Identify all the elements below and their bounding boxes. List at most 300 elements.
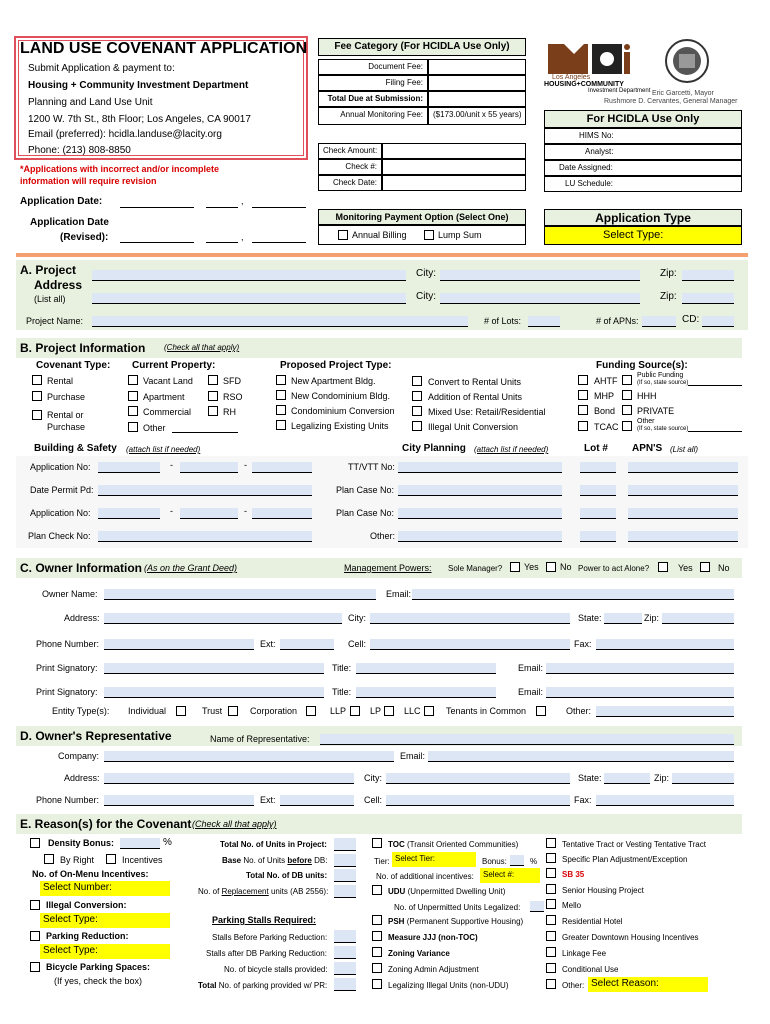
owner-city-field[interactable]	[370, 613, 570, 624]
print-sig-field-1[interactable]	[104, 663, 324, 674]
owner-fax-label: Fax:	[574, 639, 592, 649]
psh-label: PSH (Permanent Supportive Housing)	[388, 917, 524, 926]
parking-required-label: Parking Stalls Required:	[212, 915, 317, 925]
by-right-checkbox[interactable]	[44, 854, 54, 864]
app-date-rev-field-1[interactable]	[120, 242, 194, 243]
lots-label: # of Lots:	[484, 316, 522, 326]
plan-case-field-1[interactable]	[398, 485, 562, 496]
title-field-2[interactable]	[356, 687, 496, 698]
total-db-field[interactable]	[334, 869, 356, 882]
vacant-land-checkbox[interactable]	[128, 375, 138, 385]
other-field[interactable]	[398, 531, 562, 542]
apartment-checkbox[interactable]	[128, 391, 138, 401]
zv-label: Zoning Variance	[388, 949, 450, 958]
private-checkbox[interactable]	[622, 405, 632, 415]
total-parking-label: Total No. of parking provided w/ PR:	[198, 981, 328, 990]
owner-phone-field[interactable]	[104, 639, 254, 650]
owner-city-label: City:	[348, 613, 366, 623]
select-tier-dropdown[interactable]: Select Tier:	[392, 852, 476, 867]
select-number-dropdown[interactable]: Select Number:	[40, 881, 170, 896]
section-e-check-all: (Check all that apply)	[192, 819, 277, 829]
project-address-1[interactable]	[92, 270, 406, 281]
city-planning-note: (attach list if needed)	[474, 445, 549, 454]
za-checkbox[interactable]	[372, 963, 382, 973]
section-e-header	[16, 814, 742, 834]
legalizing-existing-checkbox[interactable]	[276, 420, 286, 430]
city-field-2[interactable]	[440, 293, 640, 304]
mello-label: Mello	[562, 901, 582, 910]
general-manager: Rushmore D. Cervantes, General Manager	[604, 98, 738, 105]
other-funding-field[interactable]	[688, 431, 742, 432]
sole-manager-label: Sole Manager?	[448, 564, 503, 573]
lump-sum-label: Lump Sum	[438, 230, 482, 240]
ahtf-label: AHTF	[594, 376, 618, 386]
lu-schedule-label: LU Schedule:	[544, 176, 742, 192]
logo-name-3: Investment Department	[588, 88, 651, 94]
stalls-before-field[interactable]	[334, 930, 356, 943]
plan-case-field-2[interactable]	[398, 508, 562, 519]
new-apartment-checkbox[interactable]	[276, 375, 286, 385]
owner-address-field[interactable]	[104, 613, 342, 624]
sole-no-label: No	[560, 562, 572, 572]
entity-lp-label: LP	[370, 706, 382, 716]
commercial-checkbox[interactable]	[128, 406, 138, 416]
lump-sum-checkbox[interactable]	[424, 230, 434, 240]
zip-field-2[interactable]	[682, 293, 734, 304]
incentives-checkbox[interactable]	[106, 854, 116, 864]
entity-other-field[interactable]	[596, 706, 734, 717]
sfd-checkbox[interactable]	[208, 375, 218, 385]
rh-label: RH	[223, 407, 236, 417]
bonus-field[interactable]	[510, 855, 524, 866]
tier-label: Tier:	[374, 857, 390, 866]
name-rep-field[interactable]	[320, 734, 734, 745]
owner-cell-field[interactable]	[370, 639, 570, 650]
section-c-note: (As on the Grant Deed)	[144, 563, 238, 573]
comma-2: ,	[241, 232, 244, 242]
tcac-checkbox[interactable]	[578, 421, 588, 431]
entity-individual-checkbox[interactable]	[176, 706, 186, 716]
ttvtt-label: TT/VTT No:	[348, 462, 395, 472]
condo-conversion-label: Condominium Conversion	[291, 406, 395, 416]
density-pct: %	[163, 837, 172, 848]
app-date-rev-label-2: (Revised):	[60, 232, 109, 243]
dash-2: -	[244, 460, 247, 470]
base-units-field[interactable]	[334, 854, 356, 867]
warning-text: *Applications with incorrect and/or incomplete information will require revision	[20, 164, 220, 186]
rental-or-label: Rental or	[47, 410, 84, 420]
app-no-label-2: Application No:	[30, 508, 91, 518]
entity-llp-checkbox[interactable]	[350, 706, 360, 716]
jjj-label: Measure JJJ (non-TOC)	[388, 933, 478, 942]
annual-fee-value: ($173.00/unit x 55 years)	[428, 107, 526, 125]
app-date-field-2[interactable]	[206, 207, 238, 208]
mgmt-powers-label: Management Powers:	[344, 563, 432, 573]
logo-name-2: HOUSING+COMMUNITY	[544, 81, 624, 88]
bond-label: Bond	[594, 406, 616, 416]
plan-check-label: Plan Check No:	[28, 531, 91, 541]
parking-reduction-checkbox[interactable]	[30, 931, 40, 941]
density-bonus-checkbox[interactable]	[30, 838, 40, 848]
apns-col-label: APN'S	[632, 443, 663, 454]
title-label-1: Title:	[332, 663, 352, 673]
apn-field-4[interactable]	[628, 531, 738, 542]
rep-fax-field[interactable]	[596, 795, 734, 806]
ttvtt-field[interactable]	[398, 462, 562, 473]
rh-checkbox[interactable]	[208, 406, 218, 416]
toc-checkbox[interactable]	[372, 838, 382, 848]
owner-state-field[interactable]	[604, 613, 642, 624]
rental-checkbox[interactable]	[32, 375, 42, 385]
stalls-after-field[interactable]	[334, 946, 356, 959]
downtown-incentives-label: Greater Downtown Housing Incentives	[562, 933, 699, 942]
check-date-field[interactable]	[382, 175, 526, 191]
check-amount-field[interactable]	[382, 143, 526, 159]
power-no-label: No	[718, 563, 730, 573]
public-funding-checkbox[interactable]	[622, 375, 632, 385]
monitoring-options	[318, 225, 526, 245]
downtown-incentives-checkbox[interactable]	[546, 931, 556, 941]
other-funding-label: Other	[637, 418, 655, 425]
apns-field[interactable]	[642, 316, 676, 327]
new-condo-label: New Condominium Bldg.	[291, 391, 391, 401]
power-yes-label: Yes	[678, 563, 693, 573]
date-permit-label: Date Permit Pd:	[30, 485, 94, 495]
print-sig-field-2[interactable]	[104, 687, 324, 698]
new-apartment-label: New Apartment Bldg.	[291, 376, 376, 386]
app-date-field-3[interactable]	[252, 207, 306, 208]
entity-tic-label: Tenants in Common	[446, 706, 527, 716]
zv-checkbox[interactable]	[372, 947, 382, 957]
rep-ext-field[interactable]	[280, 795, 354, 806]
owner-state-label: State:	[578, 613, 602, 623]
owner-name-label: Owner Name:	[42, 589, 98, 599]
check-no-field[interactable]	[382, 159, 526, 175]
za-label: Zoning Admin Adjustment	[388, 965, 479, 974]
app-type-select[interactable]	[544, 226, 742, 245]
psh-checkbox[interactable]	[372, 915, 382, 925]
purchase-checkbox[interactable]	[32, 391, 42, 401]
rso-checkbox[interactable]	[208, 391, 218, 401]
entity-type-label: Entity Type(s):	[52, 706, 110, 716]
entity-trust-label: Trust	[202, 706, 223, 716]
bond-checkbox[interactable]	[578, 405, 588, 415]
specific-plan-label: Specific Plan Adjustment/Exception	[562, 855, 688, 864]
total-due-field[interactable]	[428, 91, 526, 107]
base-units-label: Base No. of Units before DB:	[222, 856, 328, 865]
app-date-label: Application Date:	[20, 196, 103, 207]
hcidla-title: For HCIDLA Use Only	[544, 110, 742, 128]
rep-address-field[interactable]	[104, 773, 354, 784]
lot-field-3[interactable]	[580, 508, 616, 519]
section-d-title: D. Owner's Representative	[20, 729, 172, 743]
entity-other-label: Other:	[566, 706, 592, 716]
section-e-title: E. Reason(s) for the Covenant	[20, 817, 192, 831]
apn-field-3[interactable]	[628, 508, 738, 519]
jjj-checkbox[interactable]	[372, 931, 382, 941]
linkage-fee-label: Linkage Fee	[562, 949, 607, 958]
city-label-2: City:	[416, 291, 436, 302]
public-funding-field[interactable]	[688, 385, 742, 386]
plan-check-field[interactable]	[98, 531, 312, 542]
company-field[interactable]	[104, 751, 394, 762]
print-sig-label-1: Print Signatory:	[36, 663, 98, 673]
owner-zip-field[interactable]	[662, 613, 734, 624]
sig-email-field-1[interactable]	[546, 663, 734, 674]
check-amount-label: Check Amount:	[318, 143, 382, 159]
owner-email-field[interactable]	[412, 589, 734, 600]
building-safety-note: (attach list if needed)	[126, 445, 201, 454]
apns-col-note: (List all)	[670, 445, 699, 454]
section-c-header	[16, 558, 742, 578]
illegal-unit-checkbox[interactable]	[412, 421, 422, 431]
addl-incentives-label: No. of additional incentives:	[376, 872, 474, 881]
entity-individual-label: Individual	[128, 706, 167, 716]
lot-field-2[interactable]	[580, 485, 616, 496]
rep-state-label: State:	[578, 773, 602, 783]
title-field-1[interactable]	[356, 663, 496, 674]
senior-housing-label: Senior Housing Project	[562, 886, 644, 895]
ahtf-checkbox[interactable]	[578, 375, 588, 385]
total-units-label: Total No. of Units in Project:	[220, 840, 327, 849]
residential-hotel-label: Residential Hotel	[562, 917, 623, 926]
app-date-rev-field-3[interactable]	[252, 242, 306, 243]
other-property-label: Other	[143, 423, 166, 433]
comma-1: ,	[241, 196, 244, 206]
page-title: LAND USE COVENANT APPLICATION	[20, 40, 308, 57]
dash-1: -	[170, 460, 173, 470]
covenant-type-label: Covenant Type:	[36, 360, 111, 371]
total-due-label: Total Due at Submission:	[318, 91, 428, 107]
other-reason-label: Other:	[562, 981, 585, 990]
dash-4: -	[244, 506, 247, 516]
owner-address-label: Address:	[64, 613, 100, 623]
bicycle-parking-label: Bicycle Parking Spaces:	[46, 962, 151, 972]
entity-llc-checkbox[interactable]	[424, 706, 434, 716]
sole-yes-checkbox[interactable]	[510, 562, 520, 572]
owner-cell-label: Cell:	[348, 639, 367, 649]
sig-email-label-2: Email:	[518, 687, 544, 697]
city-planning-label: City Planning	[402, 443, 466, 454]
bonus-pct: %	[530, 857, 538, 866]
rental-label: Rental	[47, 376, 74, 386]
annual-billing-checkbox[interactable]	[338, 230, 348, 240]
dash-3: -	[170, 506, 173, 516]
linkage-fee-checkbox[interactable]	[546, 947, 556, 957]
conditional-use-label: Conditional Use	[562, 965, 619, 974]
other-reason-checkbox[interactable]	[546, 979, 556, 989]
title-label-2: Title:	[332, 687, 352, 697]
apn-field-2[interactable]	[628, 485, 738, 496]
owner-zip-label: Zip:	[644, 613, 660, 623]
sole-no-checkbox[interactable]	[546, 562, 556, 572]
owner-ext-label: Ext:	[260, 639, 276, 649]
app-no-field-2a[interactable]	[98, 508, 160, 519]
mayor: Eric Garcetti, Mayor	[652, 90, 714, 97]
purchase-label: Purchase	[47, 392, 86, 402]
mixed-use-checkbox[interactable]	[412, 406, 422, 416]
other-property-field[interactable]	[172, 432, 238, 433]
sole-yes-label: Yes	[524, 562, 539, 572]
owner-phone-label: Phone Number:	[36, 639, 100, 649]
senior-housing-checkbox[interactable]	[546, 884, 556, 894]
company-label: Company:	[58, 751, 100, 761]
rep-phone-field[interactable]	[104, 795, 254, 806]
dept-address: 1200 W. 7th St., 8th Floor; Los Angeles, CA 90017	[28, 114, 251, 125]
date-permit-field[interactable]	[98, 485, 312, 496]
illegal-unit-label: Illegal Unit Conversion	[428, 422, 519, 432]
zip-field-1[interactable]	[682, 270, 734, 281]
specific-plan-checkbox[interactable]	[546, 853, 556, 863]
condo-conversion-checkbox[interactable]	[276, 405, 286, 415]
new-condo-checkbox[interactable]	[276, 390, 286, 400]
app-date-field-1[interactable]	[120, 207, 194, 208]
illegal-conversion-label: Illegal Conversion:	[46, 900, 127, 910]
hhh-label: HHH	[637, 391, 657, 401]
submit-to: Submit Application & payment to:	[28, 63, 175, 74]
illegal-type-dropdown[interactable]: Select Type:	[40, 913, 170, 928]
app-no-field-2b[interactable]	[180, 508, 238, 519]
conditional-use-checkbox[interactable]	[546, 963, 556, 973]
rep-zip-field[interactable]	[672, 773, 734, 784]
monitoring-title: Monitoring Payment Option (Select One)	[318, 209, 526, 225]
owner-name-field[interactable]	[104, 589, 376, 600]
tentative-tract-checkbox[interactable]	[546, 838, 556, 848]
proposed-type-label: Proposed Project Type:	[280, 360, 392, 371]
illegal-conversion-checkbox[interactable]	[30, 900, 40, 910]
private-label: PRIVATE	[637, 406, 675, 416]
other-property-checkbox[interactable]	[128, 422, 138, 432]
zip-label-1: Zip:	[660, 268, 677, 279]
zip-label-2: Zip:	[660, 291, 677, 302]
lot-field-1[interactable]	[580, 462, 616, 473]
entity-lp-checkbox[interactable]	[384, 706, 394, 716]
tcac-label: TCAC	[594, 422, 619, 432]
project-name-field[interactable]	[92, 316, 468, 327]
addition-rental-checkbox[interactable]	[412, 391, 422, 401]
current-property-label: Current Property:	[132, 360, 216, 371]
bonus-label: Bonus:	[482, 857, 507, 866]
lots-field[interactable]	[528, 316, 560, 327]
addition-rental-label: Addition of Rental Units	[428, 392, 523, 402]
city-field-1[interactable]	[440, 270, 640, 281]
check-date-label: Check Date:	[318, 175, 382, 191]
rental-or-purchase-checkbox[interactable]	[32, 410, 42, 420]
city-seal	[664, 38, 710, 84]
density-bonus-field[interactable]	[120, 838, 160, 849]
rep-cell-field[interactable]	[386, 795, 570, 806]
date-assigned-label: Date Assigned:	[544, 160, 742, 176]
power-yes-checkbox[interactable]	[658, 562, 668, 572]
app-no-field-1c[interactable]	[252, 462, 312, 473]
public-funding-note: (If so, state source)	[637, 380, 689, 386]
section-c-title: C. Owner Information	[20, 561, 143, 575]
rep-city-field[interactable]	[386, 773, 570, 784]
hhh-checkbox[interactable]	[622, 390, 632, 400]
other-funding-checkbox[interactable]	[622, 421, 632, 431]
logo-name-1: Los Angeles	[552, 74, 591, 81]
parking-type-dropdown[interactable]: Select Type:	[40, 944, 170, 959]
annual-billing-label: Annual Billing	[352, 230, 407, 240]
rep-address-label: Address:	[64, 773, 100, 783]
stalls-after-label: Stalls after DB Parking Reduction:	[206, 949, 327, 958]
project-name-label: Project Name:	[26, 316, 84, 326]
other-label: Other:	[370, 531, 396, 541]
app-no-field-2c[interactable]	[252, 508, 312, 519]
list-all: (List all)	[34, 294, 66, 304]
mhp-label: MHP	[594, 391, 614, 401]
cd-field[interactable]	[702, 316, 734, 327]
rep-state-field[interactable]	[604, 773, 650, 784]
owner-ext-field[interactable]	[280, 639, 334, 650]
bicycle-parking-note: (If yes, check the box)	[54, 976, 143, 986]
udu-checkbox[interactable]	[372, 885, 382, 895]
app-date-rev-field-2[interactable]	[206, 242, 238, 243]
toc-label: TOC (Transit Oriented Communities)	[388, 840, 519, 849]
total-parking-field[interactable]	[334, 978, 356, 991]
unit-name: Planning and Land Use Unit	[28, 97, 153, 108]
residential-hotel-checkbox[interactable]	[546, 915, 556, 925]
rep-email-field[interactable]	[428, 751, 734, 762]
mhp-checkbox[interactable]	[578, 390, 588, 400]
apartment-label: Apartment	[143, 392, 185, 402]
sb35-label: SB 35	[562, 870, 585, 879]
app-no-field-1b[interactable]	[180, 462, 238, 473]
apn-field-1[interactable]	[628, 462, 738, 473]
on-menu-label: No. of On-Menu Incentives:	[32, 869, 149, 879]
city-label-1: City:	[416, 268, 436, 279]
unpermitted-label: No. of Unpermitted Units Legalized:	[394, 903, 521, 912]
power-no-checkbox[interactable]	[700, 562, 710, 572]
rep-city-label: City:	[364, 773, 382, 783]
owner-fax-field[interactable]	[596, 639, 734, 650]
project-address-2[interactable]	[92, 293, 406, 304]
mello-checkbox[interactable]	[546, 899, 556, 909]
entity-trust-checkbox[interactable]	[228, 706, 238, 716]
plan-case-label-1: Plan Case No:	[336, 485, 395, 495]
select-reason-dropdown[interactable]: Select Reason:	[588, 977, 708, 992]
check-no-label: Check #:	[318, 159, 382, 175]
rep-ext-label: Ext:	[260, 795, 276, 805]
sb35-checkbox[interactable]	[546, 868, 556, 878]
rso-label: RSO	[223, 392, 243, 402]
analyst-label: Analyst:	[544, 144, 742, 160]
select-hash-dropdown[interactable]: Select #:	[480, 868, 540, 883]
convert-rental-checkbox[interactable]	[412, 376, 422, 386]
lot-field-4[interactable]	[580, 531, 616, 542]
hims-label: HIMS No:	[544, 128, 742, 144]
legal-nonudu-checkbox[interactable]	[372, 979, 382, 989]
sig-email-field-2[interactable]	[546, 687, 734, 698]
replacement-field[interactable]	[334, 885, 356, 898]
app-no-field-1a[interactable]	[98, 462, 160, 473]
legalizing-existing-label: Legalizing Existing Units	[291, 421, 389, 431]
funding-sources-label: Funding Source(s):	[596, 360, 688, 371]
unpermitted-field[interactable]	[530, 901, 544, 912]
app-no-label-1: Application No:	[30, 462, 91, 472]
apns-label: # of APNs:	[596, 316, 639, 326]
bike-stalls-field[interactable]	[334, 962, 356, 975]
entity-tic-checkbox[interactable]	[536, 706, 546, 716]
dept-email: Email (preferred): hcidla.landuse@lacity.org	[28, 129, 222, 140]
document-fee-field[interactable]	[428, 59, 526, 75]
filing-fee-field[interactable]	[428, 75, 526, 91]
cd-label: CD:	[682, 314, 700, 325]
parking-reduction-label: Parking Reduction:	[46, 931, 129, 941]
bicycle-parking-checkbox[interactable]	[30, 962, 40, 972]
total-units-field[interactable]	[334, 838, 356, 851]
entity-corporation-checkbox[interactable]	[306, 706, 316, 716]
